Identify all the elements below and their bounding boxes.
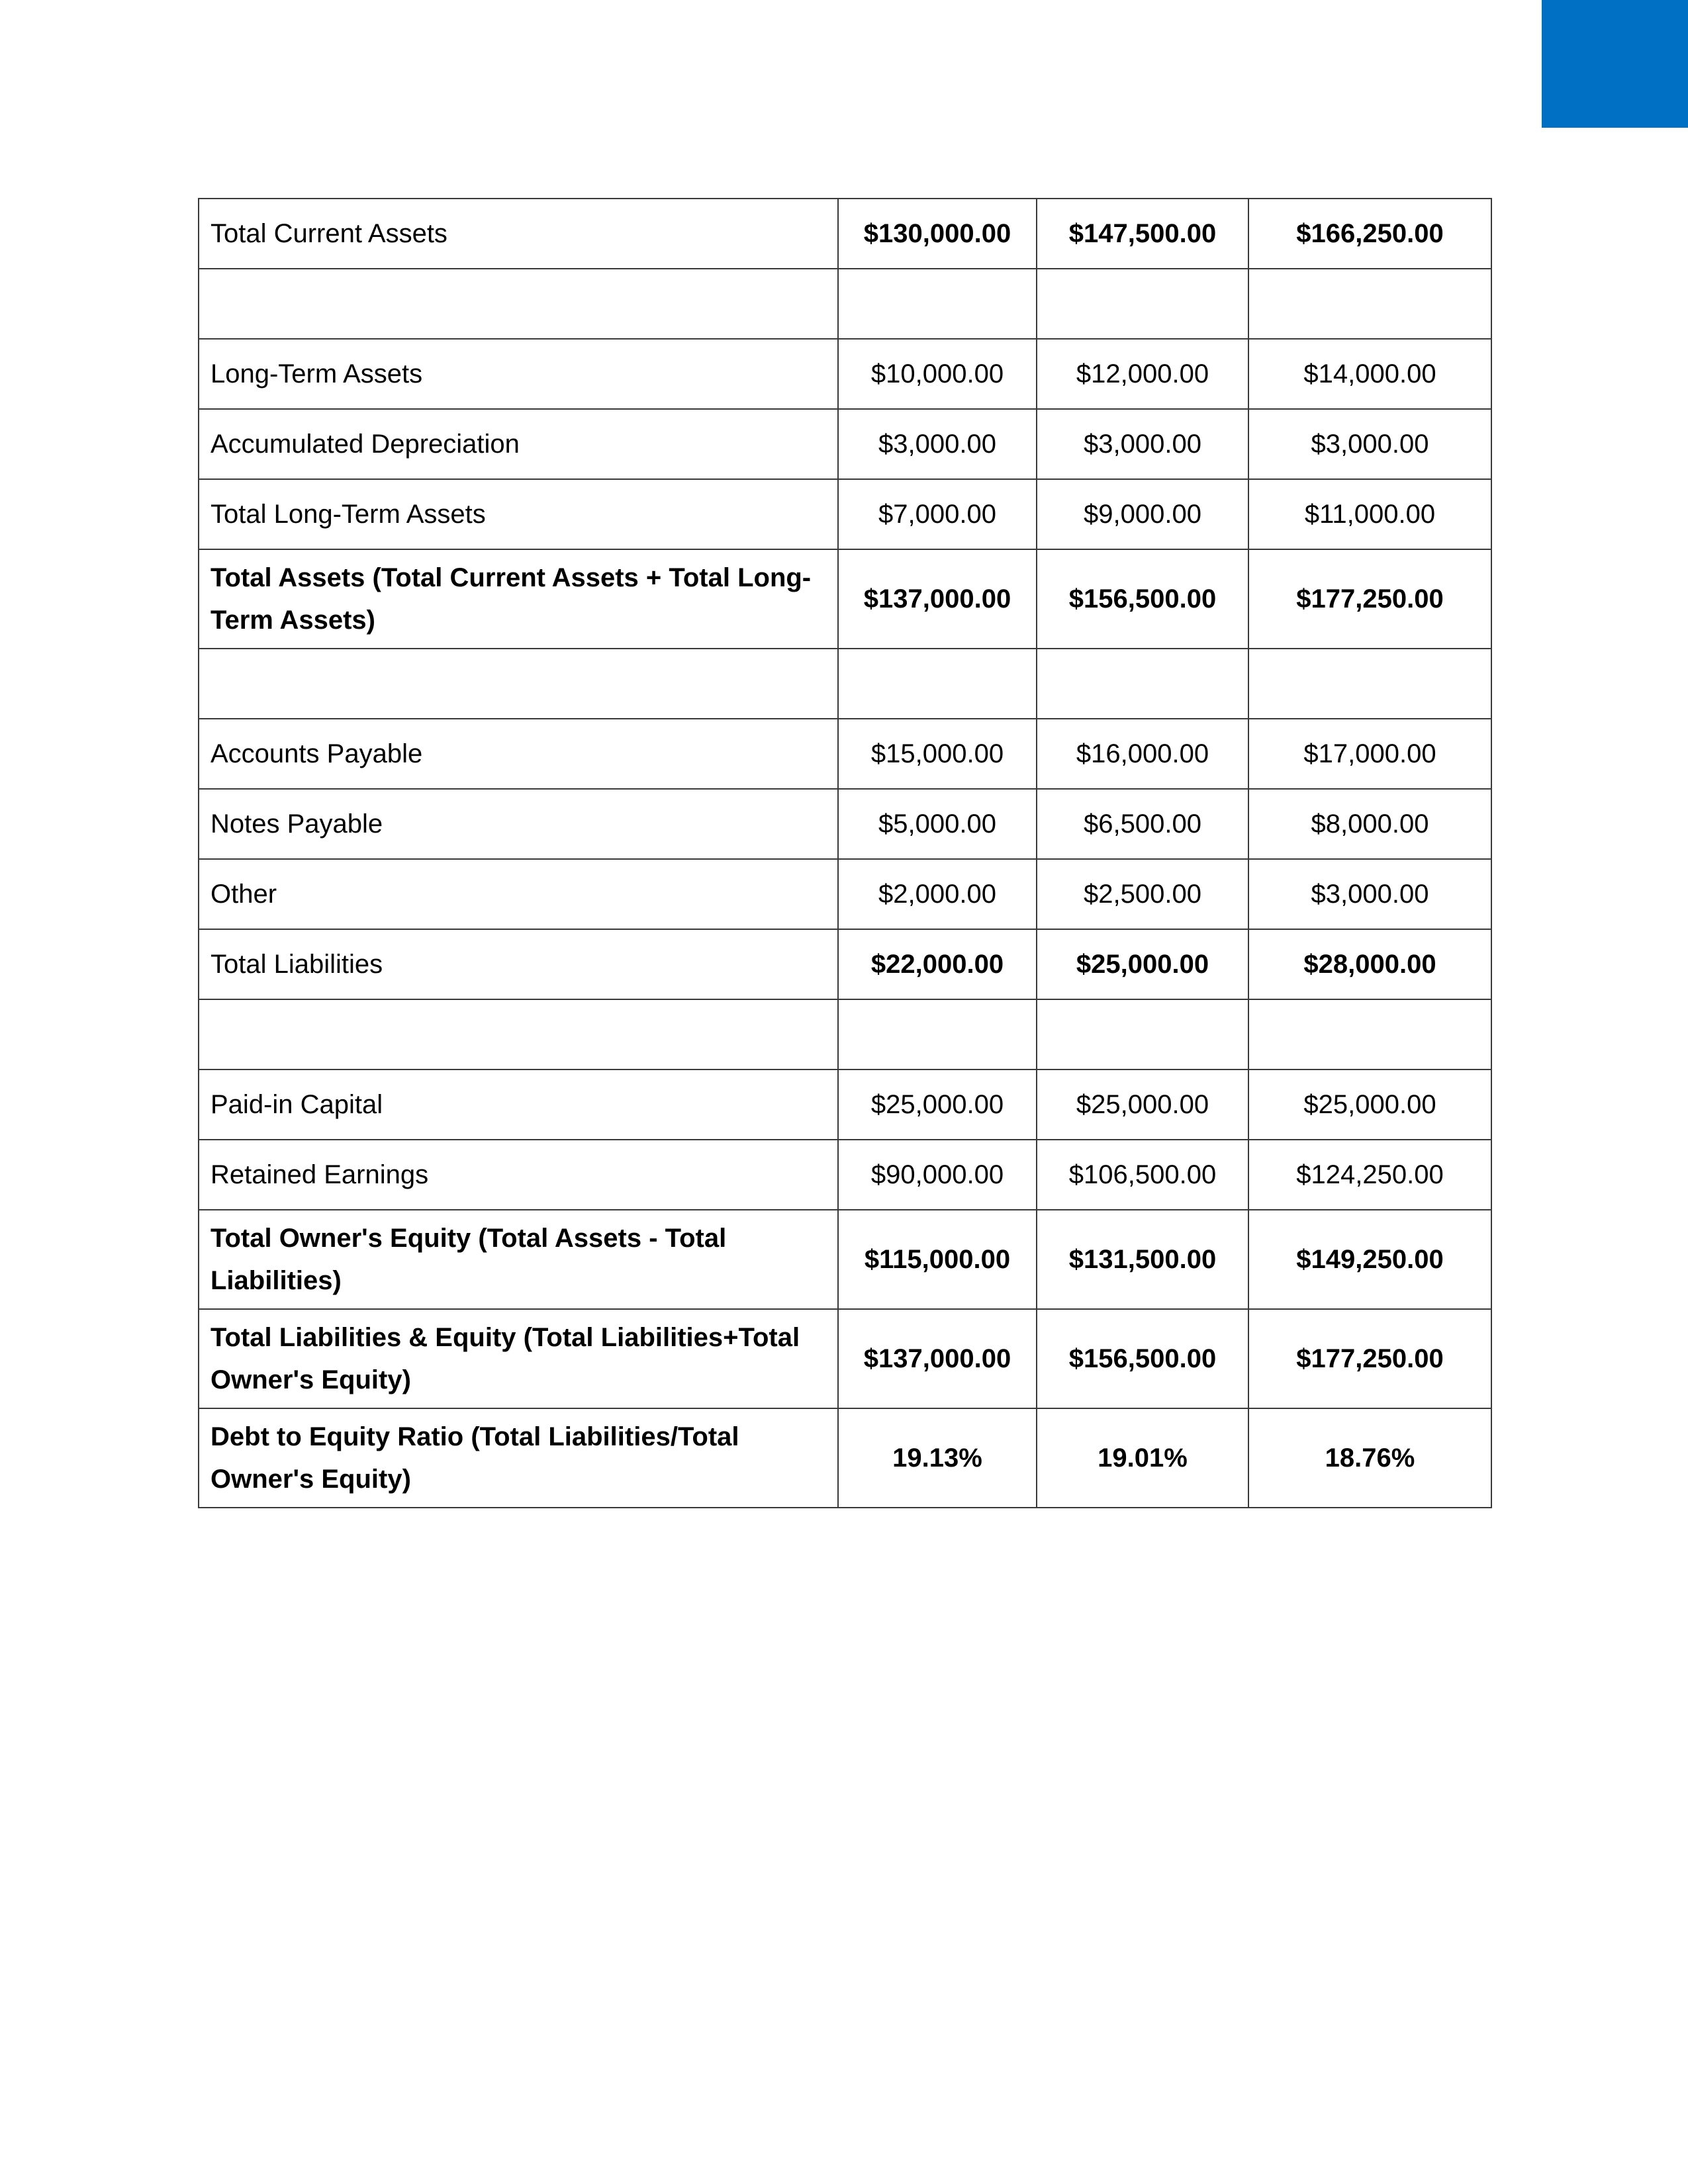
- row-label: Notes Payable: [199, 789, 838, 859]
- value-cell-col-1: [838, 649, 1037, 719]
- value-cell-col-1: $5,000.00: [838, 789, 1037, 859]
- table-spacer-row: [199, 999, 1491, 1069]
- value-cell-col-3: [1248, 649, 1491, 719]
- value-cell-col-3: $166,250.00: [1248, 199, 1491, 269]
- value-cell-col-2: $3,000.00: [1037, 409, 1248, 479]
- balance-sheet-body: [199, 199, 1491, 1508]
- value-cell-col-3: $11,000.00: [1248, 479, 1491, 549]
- value-cell-col-2: $9,000.00: [1037, 479, 1248, 549]
- value-cell-col-2: $16,000.00: [1037, 719, 1248, 789]
- balance-sheet-table: [198, 198, 1492, 1508]
- value-cell-col-2: $156,500.00: [1037, 549, 1248, 649]
- value-cell-col-3: $124,250.00: [1248, 1140, 1491, 1210]
- value-cell-col-2: [1037, 649, 1248, 719]
- table-row: [199, 859, 1491, 929]
- value-cell-col-1: $137,000.00: [838, 1309, 1037, 1408]
- value-cell-col-1: $22,000.00: [838, 929, 1037, 999]
- table-row: [199, 1309, 1491, 1408]
- value-cell-col-3: $177,250.00: [1248, 549, 1491, 649]
- value-cell-col-3: $25,000.00: [1248, 1069, 1491, 1140]
- table-row: [199, 549, 1491, 649]
- table-spacer-row: [199, 269, 1491, 339]
- value-cell-col-2: $106,500.00: [1037, 1140, 1248, 1210]
- value-cell-col-3: $3,000.00: [1248, 409, 1491, 479]
- value-cell-col-1: $10,000.00: [838, 339, 1037, 409]
- value-cell-col-2: $25,000.00: [1037, 929, 1248, 999]
- value-cell-col-3: $17,000.00: [1248, 719, 1491, 789]
- value-cell-col-3: [1248, 999, 1491, 1069]
- row-label: Retained Earnings: [199, 1140, 838, 1210]
- table-spacer-row: [199, 649, 1491, 719]
- table-row: [199, 1210, 1491, 1309]
- value-cell-col-1: $7,000.00: [838, 479, 1037, 549]
- row-label: Total Liabilities & Equity (Total Liabilities+Total Owner's Equity): [199, 1309, 838, 1408]
- value-cell-col-3: $149,250.00: [1248, 1210, 1491, 1309]
- value-cell-col-1: $137,000.00: [838, 549, 1037, 649]
- value-cell-col-3: [1248, 269, 1491, 339]
- value-cell-col-2: [1037, 269, 1248, 339]
- value-cell-col-1: $90,000.00: [838, 1140, 1037, 1210]
- table-row: [199, 199, 1491, 269]
- value-cell-col-3: $177,250.00: [1248, 1309, 1491, 1408]
- value-cell-col-2: [1037, 999, 1248, 1069]
- table-row: [199, 339, 1491, 409]
- table-row: [199, 1140, 1491, 1210]
- row-label: [199, 649, 838, 719]
- table-row: [199, 1069, 1491, 1140]
- table-row: [199, 929, 1491, 999]
- value-cell-col-3: $8,000.00: [1248, 789, 1491, 859]
- value-cell-col-3: $28,000.00: [1248, 929, 1491, 999]
- value-cell-col-2: $12,000.00: [1037, 339, 1248, 409]
- value-cell-col-2: 19.01%: [1037, 1408, 1248, 1508]
- value-cell-col-3: $14,000.00: [1248, 339, 1491, 409]
- row-label: Debt to Equity Ratio (Total Liabilities/Total Owner's Equity): [199, 1408, 838, 1508]
- value-cell-col-3: $3,000.00: [1248, 859, 1491, 929]
- value-cell-col-2: $131,500.00: [1037, 1210, 1248, 1309]
- row-label: Accounts Payable: [199, 719, 838, 789]
- table-row: [199, 789, 1491, 859]
- corner-accent-tab: [1542, 0, 1688, 128]
- row-label: Total Assets (Total Current Assets + Total Long-Term Assets): [199, 549, 838, 649]
- value-cell-col-2: $156,500.00: [1037, 1309, 1248, 1408]
- value-cell-col-2: $2,500.00: [1037, 859, 1248, 929]
- value-cell-col-1: $130,000.00: [838, 199, 1037, 269]
- value-cell-col-1: $115,000.00: [838, 1210, 1037, 1309]
- table-row: [199, 1408, 1491, 1508]
- value-cell-col-1: $2,000.00: [838, 859, 1037, 929]
- value-cell-col-1: $3,000.00: [838, 409, 1037, 479]
- row-label: Total Long-Term Assets: [199, 479, 838, 549]
- value-cell-col-1: 19.13%: [838, 1408, 1037, 1508]
- row-label: Total Liabilities: [199, 929, 838, 999]
- value-cell-col-1: $25,000.00: [838, 1069, 1037, 1140]
- row-label: Paid-in Capital: [199, 1069, 838, 1140]
- value-cell-col-3: 18.76%: [1248, 1408, 1491, 1508]
- row-label: Long-Term Assets: [199, 339, 838, 409]
- table-row: [199, 409, 1491, 479]
- row-label: Other: [199, 859, 838, 929]
- row-label: [199, 999, 838, 1069]
- value-cell-col-2: $6,500.00: [1037, 789, 1248, 859]
- value-cell-col-2: $25,000.00: [1037, 1069, 1248, 1140]
- row-label: Total Owner's Equity (Total Assets - Total Liabilities): [199, 1210, 838, 1309]
- value-cell-col-1: [838, 999, 1037, 1069]
- row-label: [199, 269, 838, 339]
- row-label: Total Current Assets: [199, 199, 838, 269]
- value-cell-col-1: $15,000.00: [838, 719, 1037, 789]
- table-row: [199, 479, 1491, 549]
- row-label: Accumulated Depreciation: [199, 409, 838, 479]
- table-row: [199, 719, 1491, 789]
- value-cell-col-2: $147,500.00: [1037, 199, 1248, 269]
- value-cell-col-1: [838, 269, 1037, 339]
